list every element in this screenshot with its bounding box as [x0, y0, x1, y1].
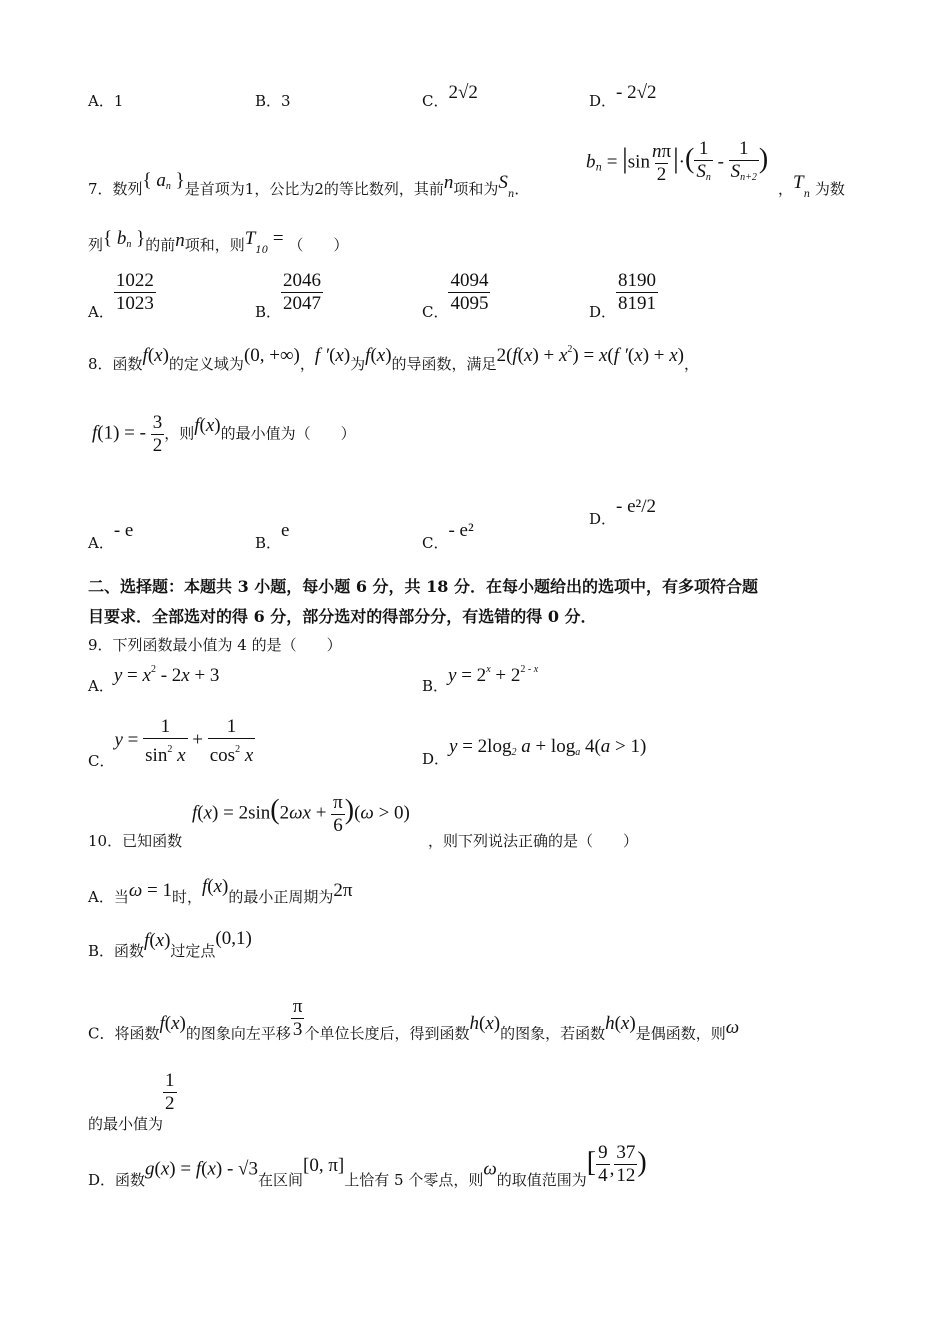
q8-stem-line1: 8．函数f(x)的定义域为(0, +∞)，f ′(x)为f(x)的导函数，满足$2(f(x) + x^2) = x(f$ ′(x) + x)， [88, 344, 700, 373]
q6-option-d: D．- 2√2 [589, 82, 657, 110]
q9-option-d: D．$y = 2\log_2$ $a + \log_a 4(a > 1)$ [422, 736, 647, 768]
q8-option-c: C．- e² [422, 520, 474, 552]
q10-option-c: C．将函数f(x)的图象向左平移 $\frac{\pi}{3}$ 个单位长度后，得到函数h(x)的图象，若函数h(x)是偶函数，则ω [88, 996, 740, 1043]
q7-option-d: D． $\frac{8190}{8191}$ [589, 270, 657, 321]
q9-stem: 9．下列函数最小值为 4 的是（ ） [88, 636, 342, 654]
section2-heading-line1: 二、选择题：本题共 3 小题，每小题 6 分，共 18 分．在每小题给出的选项中，有多项符合题 [88, 577, 758, 596]
q8-option-d: D．- e²/2 [589, 496, 657, 528]
q10-option-a: A．当ω = 1时，f(x)的最小正周期为2π [88, 876, 353, 906]
q10-intro: 10．已知函数 [88, 832, 183, 850]
q8-option-b: B．e [255, 520, 290, 552]
q7-option-c: C． $\frac{4094}{4095}$ [422, 270, 489, 321]
q9-option-a: A．$y = x^2 - 2x + 3$ [88, 664, 220, 695]
q7-stem-line1-end: ，$T_n$ 为数 [778, 172, 845, 200]
q10-option-c-line2: 的最小值为 $\frac{1}{2}$ [88, 1070, 175, 1133]
q10-option-d: D．函数g(x) = f(x) - √3在区间[0, π]上恰有 5 个零点，则ω的取值范围为[ $\frac{9}{4}$ , $\frac{37}{12}$ ) [88, 1142, 647, 1189]
q6-option-b: B．3 [255, 92, 291, 110]
q10-function: f(x) = 2sin(2ωx + $\frac{\pi}{6}$ )(ω > 0) [192, 792, 410, 836]
q10-option-b: B．函数f(x)过定点(0,1) [88, 928, 252, 960]
q6-option-c: C．2√2 [422, 82, 478, 110]
q7-option-a: A． $\frac{1022}{1023}$ [88, 270, 154, 321]
q7-stem-line2: 列{ $b_n$ }的前n项和，则$T_{10}$ = （ ） [88, 228, 349, 256]
q7-option-b: B． $\frac{2046}{2047}$ [255, 270, 322, 321]
q10-tail: ，则下列说法正确的是（ ） [428, 832, 639, 850]
q7-stem-line1: 7．数列{ $a_n$ }是首项为1，公比为2的等比数列，其前n项和为$S_n$． [88, 170, 530, 200]
q6-option-a: A．1 [88, 92, 124, 110]
q8-option-a: A．- e [88, 520, 134, 552]
q8-stem-line2: f(1) = - $\frac{3}{2}$ ，则f(x)的最小值为（ ） [92, 412, 356, 456]
q9-option-b: B．$y = 2^x + 2^{2 - x}$ [422, 664, 539, 695]
q7-bn-formula: $b_n = |\sin$ $\frac{n\pi}{2}$ |·( $\frac{1}{S_n}$ - $\frac{1}{S_{n+2}}$ ) [586, 138, 768, 189]
q9-option-c: C．y = $\frac{1}{\sin^2 x}$ + $\frac{1}{\cos^2 x}$ [88, 716, 254, 770]
section2-heading-line2: 目要求．全部选对的得 6 分，部分选对的得部分分，有选错的得 0 分． [88, 607, 597, 626]
